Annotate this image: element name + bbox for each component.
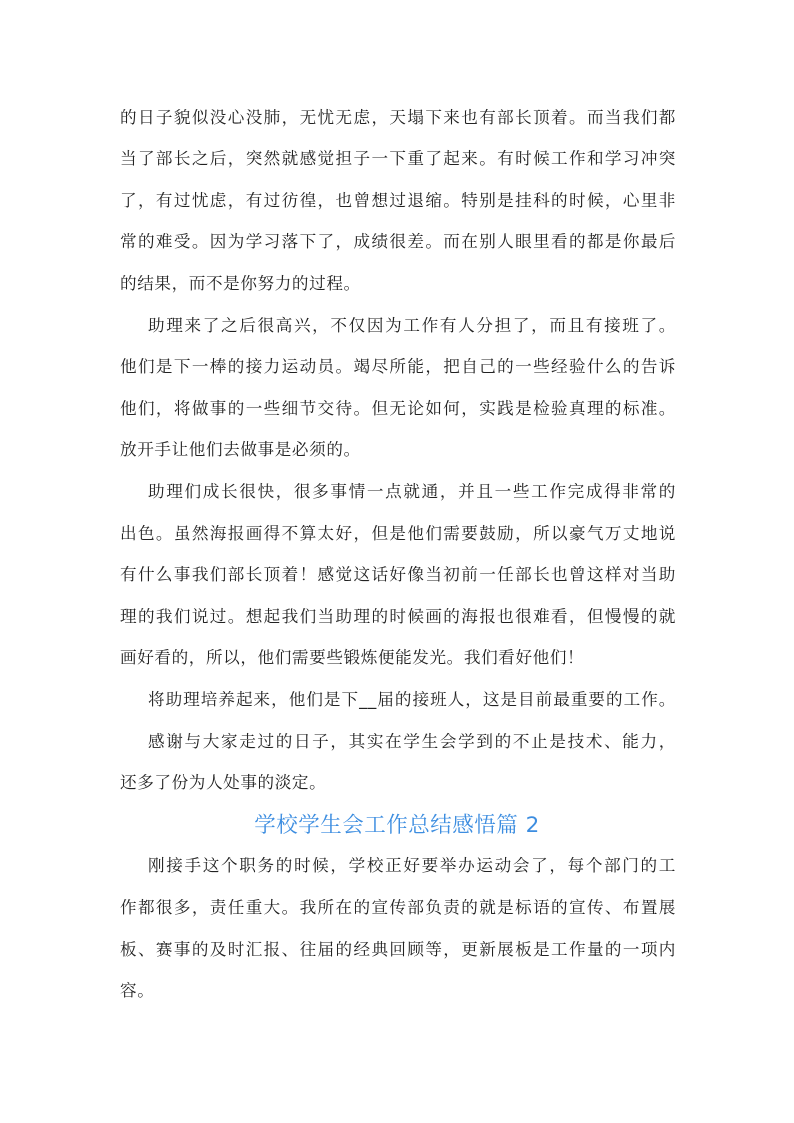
paragraph-line: 常的难受。因为学习落下了，成绩很差。而在别人眼里看的都是你最后 [120, 232, 676, 251]
paragraph-line: 画好看的，所以，他们需要些锻炼便能发光。我们看好他们！ [120, 648, 585, 667]
paragraph-line: 的日子貌似没心没肺，无忧无虑，天塌下来也有部长顶着。而当我们都 [120, 108, 676, 127]
paragraph-line: 当了部长之后，突然就感觉担子一下重了起来。有时候工作和学习冲突 [120, 149, 676, 168]
paragraph-line: 助理来了之后很高兴，不仅因为工作有人分担了，而且有接班了。 [148, 316, 676, 335]
paragraph-line: 板、赛事的及时汇报、往届的经典回顾等，更新展板是工作量的一项内 [120, 940, 676, 959]
section-heading: 学校学生会工作总结感悟篇 2 [254, 813, 540, 838]
paragraph-line: 放开手让他们去做事是必须的。 [120, 440, 361, 459]
paragraph-line: 他们，将做事的一些细节交待。但无论如何，实践是检验真理的标准。 [120, 399, 676, 418]
paragraph-line: 作都很多，责任重大。我所在的宣传部负责的就是标语的宣传、布置展 [120, 898, 676, 917]
paragraph-line: 助理们成长很快，很多事情一点就通，并且一些工作完成得非常的 [148, 482, 676, 501]
paragraph-line: 出色。虽然海报画得不算太好，但是他们需要鼓励，所以豪气万丈地说 [120, 524, 676, 543]
paragraph-line: 他们是下一棒的接力运动员。竭尽所能，把自己的一些经验什么的告诉 [120, 357, 676, 376]
paragraph-line: 了，有过忧虑，有过彷徨，也曾想过退缩。特别是挂科的时候，心里非 [120, 191, 676, 210]
paragraph-line: 理的我们说过。想起我们当助理的时候画的海报也很难看，但慢慢的就 [120, 607, 676, 626]
paragraph-line: 的结果，而不是你努力的过程。 [120, 274, 361, 293]
paragraph-line: 容。 [120, 981, 155, 1000]
paragraph-line: 刚接手这个职务的时候，学校正好要举办运动会了，每个部门的工 [148, 856, 676, 875]
paragraph-line: 还多了份为人处事的淡定。 [120, 773, 327, 792]
paragraph-line: 感谢与大家走过的日子，其实在学生会学到的不止是技术、能力， [148, 732, 676, 751]
paragraph-line: 有什么事我们部长顶着！感觉这话好像当初前一任部长也曾这样对当助 [120, 565, 676, 584]
paragraph-line: 将助理培养起来，他们是下__届的接班人，这是目前最重要的工作。 [148, 690, 676, 709]
